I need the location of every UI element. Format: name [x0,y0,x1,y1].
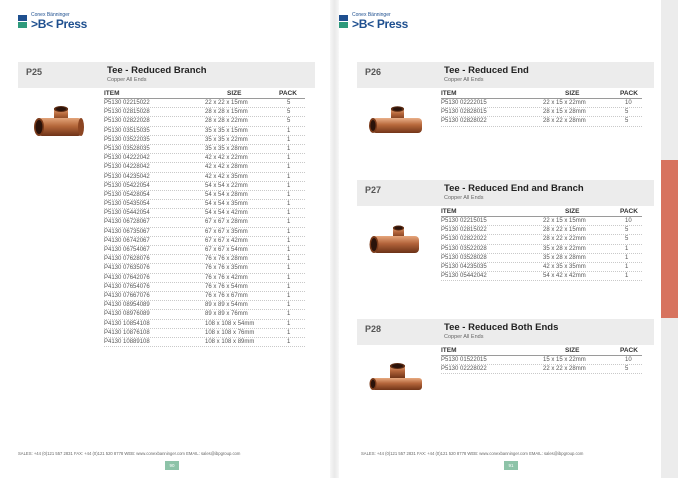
section-p26 [357,62,654,88]
col-size-header: SIZE [565,90,580,97]
table-row [104,127,305,136]
item-pack: 1 [287,274,291,281]
table-row [441,235,642,244]
table-row [441,356,642,365]
section-p28 [357,319,654,345]
item-pack: 1 [287,302,291,309]
section-subtitle: Copper All Ends [444,334,484,340]
brand-subtitle: Conex Bänninger [31,12,70,18]
item-code: P5130 02822022 [441,236,487,243]
item-size: 22 x 22 x 28mm [543,366,586,373]
tee-reduced-branch-icon [32,104,88,144]
item-size: 35 x 35 x 22mm [205,136,248,143]
item-code: P4130 07635076 [104,265,150,272]
item-code: P5130 02815022 [441,227,487,234]
table-row [441,108,642,117]
section-title: Tee - Reduced End and Branch [444,183,584,194]
item-code: P5130 03522028 [441,245,487,252]
table-row [104,255,305,264]
item-size: 35 x 28 x 22mm [543,245,586,252]
item-code: P5130 05428054 [104,191,150,198]
item-pack: 1 [287,292,291,299]
item-code: P4130 07628076 [104,256,150,263]
section-code: P26 [365,67,382,77]
item-code: P4130 07642076 [104,274,150,281]
item-code: P5130 02815028 [104,109,150,116]
item-pack: 1 [287,145,291,152]
item-size: 67 x 67 x 54mm [205,247,248,253]
table-header [441,345,642,356]
item-code: P5130 02215015 [441,218,487,224]
col-item-header: ITEM [441,347,457,354]
brand-subtitle: Conex Bänninger [352,12,391,18]
table-row [441,254,642,263]
item-size: 54 x 54 x 22mm [205,182,248,189]
item-size: 42 x 42 x 28mm [205,164,248,171]
section-p25 [18,62,315,89]
table-row [104,338,305,347]
item-size: 67 x 67 x 28mm [205,219,248,226]
col-size-header: SIZE [227,90,242,97]
table-header [104,88,305,99]
right-catalog-page [339,0,661,478]
section-title: Tee - Reduced End [444,65,529,76]
item-code: P5130 05442042 [441,273,487,280]
item-pack: 1 [287,136,291,143]
table-row [104,301,305,310]
section-code: P25 [26,67,43,77]
footer-contact: SALES: +44 (0)121 557 2831 FAX: +44 (0)121 520 8778 WEB: www.conexbanninger.com EMAIL: sales@ibpgroup.com [18,451,241,456]
tee-reduced-end-icon [369,104,425,140]
table-row [104,154,305,163]
item-code: P5130 02215022 [104,100,150,106]
item-size: 76 x 76 x 28mm [205,256,248,263]
table-row [104,218,305,227]
brand-logo [339,12,408,30]
col-pack-header: PACK [279,90,297,97]
section-code: P27 [365,185,382,195]
table-row [104,163,305,172]
item-pack: 5 [287,100,291,106]
footer-contact: SALES: +44 (0)121 557 2831 FAX: +44 (0)121 520 8778 WEB: www.conexbanninger.com EMAIL: sales@ibpgroup.com [361,451,584,456]
item-pack: 5 [287,118,291,125]
col-size-header: SIZE [565,347,580,354]
table-row [104,310,305,319]
table-row [104,283,305,292]
item-pack: 1 [287,201,291,208]
item-size: 76 x 76 x 42mm [205,274,248,281]
item-pack: 1 [287,191,291,198]
left-catalog-page [0,0,330,478]
item-pack: 1 [287,228,291,235]
item-size: 28 x 15 x 28mm [543,109,586,116]
section-subtitle: Copper All Ends [444,77,484,83]
col-item-header: ITEM [441,90,457,97]
item-code: P5130 02222015 [441,100,487,106]
item-code: P4130 07654076 [104,283,150,290]
item-size: 42 x 42 x 35mm [205,173,248,180]
item-code: P5130 02828015 [441,109,487,116]
item-code: P5130 02228022 [441,366,487,373]
brand-name: >B< Press [31,17,88,31]
item-size: 28 x 22 x 28mm [543,118,586,125]
item-pack: 1 [287,283,291,290]
item-size: 22 x 15 x 22mm [543,100,586,106]
table-row [104,228,305,237]
item-pack: 1 [287,338,291,345]
table-row [441,272,642,281]
table-row [441,365,642,374]
item-size: 42 x 35 x 35mm [543,263,586,270]
table-row [104,292,305,301]
item-code: P4130 10876108 [104,329,150,336]
item-pack: 10 [625,218,632,224]
item-pack: 5 [625,236,629,243]
table-row [104,274,305,283]
item-pack: 1 [625,273,629,280]
item-code: P4130 10889108 [104,338,150,345]
item-pack: 5 [625,109,629,116]
item-pack: 1 [287,155,291,162]
brand-logo [18,12,87,30]
item-pack: 1 [287,247,291,253]
section-subtitle: Copper All Ends [107,77,147,83]
item-pack: 1 [287,173,291,180]
section-code: P28 [365,324,382,334]
tee-reduced-end-and-branch-icon [369,222,425,260]
table-row [441,226,642,235]
item-pack: 1 [287,256,291,263]
item-size: 42 x 42 x 22mm [205,155,248,162]
brand-name: >B< Press [352,17,409,31]
col-item-header: ITEM [104,90,120,97]
item-pack: 1 [625,254,629,261]
table-row [104,237,305,246]
table-row [104,246,305,255]
tee-reduced-both-ends-icon [369,362,425,398]
item-size: 35 x 35 x 28mm [205,145,248,152]
item-size: 28 x 22 x 15mm [543,227,586,234]
item-pack: 5 [625,366,629,373]
product-table-p26 [441,88,642,127]
table-row [104,200,305,209]
table-header [441,88,642,99]
col-pack-header: PACK [620,208,638,215]
col-pack-header: PACK [620,90,638,97]
item-size: 28 x 28 x 15mm [205,109,248,116]
item-pack: 1 [287,219,291,226]
item-code: P5130 05422054 [104,182,150,189]
item-size: 76 x 76 x 35mm [205,265,248,272]
item-code: P4130 06735067 [104,228,150,235]
item-code: P5130 04235042 [104,173,150,180]
table-row [441,217,642,226]
section-subtitle: Copper All Ends [444,195,484,201]
item-pack: 5 [625,227,629,234]
item-code: P5130 04235035 [441,263,487,270]
item-size: 76 x 76 x 67mm [205,292,248,299]
item-pack: 1 [287,320,291,327]
item-code: P5130 04222042 [104,155,150,162]
section-title: Tee - Reduced Both Ends [444,322,559,333]
logo-icon [18,15,27,28]
item-pack: 5 [625,118,629,125]
item-code: P4130 07667076 [104,292,150,299]
item-size: 54 x 54 x 42mm [205,210,248,217]
item-pack: 1 [287,127,291,134]
item-size: 108 x 108 x 54mm [205,320,255,327]
item-code: P5130 03515035 [104,127,150,134]
table-row [104,320,305,329]
table-row [104,136,305,145]
table-row [104,108,305,117]
item-pack: 1 [287,164,291,171]
item-size: 76 x 76 x 54mm [205,283,248,290]
item-code: P5130 02822028 [104,118,150,125]
item-size: 89 x 89 x 54mm [205,302,248,309]
item-code: P4130 06754067 [104,247,150,253]
item-code: P5130 05442054 [104,210,150,217]
product-table-p27 [441,206,642,281]
item-code: P5130 04228042 [104,164,150,171]
table-row [104,145,305,154]
item-code: P5130 02828022 [441,118,487,125]
table-row [441,117,642,126]
item-size: 54 x 54 x 35mm [205,201,248,208]
table-row [104,191,305,200]
item-size: 108 x 108 x 89mm [205,338,255,345]
item-size: 28 x 28 x 22mm [205,118,248,125]
item-pack: 1 [287,237,291,244]
item-pack: 1 [625,245,629,252]
col-pack-header: PACK [620,347,638,354]
item-size: 35 x 28 x 28mm [543,254,586,261]
section-title: Tee - Reduced Branch [107,65,207,76]
col-item-header: ITEM [441,208,457,215]
product-table-p25 [104,88,305,347]
item-pack: 10 [625,100,632,106]
table-row [104,117,305,126]
item-code: P4130 10854108 [104,320,150,327]
item-pack: 1 [287,210,291,217]
item-code: P4130 08976089 [104,311,150,318]
logo-icon [339,15,348,28]
item-code: P5130 05435054 [104,201,150,208]
table-header [441,206,642,217]
item-pack: 1 [287,329,291,336]
table-row [441,245,642,254]
table-row [441,99,642,108]
product-table-p28 [441,345,642,374]
item-size: 28 x 22 x 22mm [543,236,586,243]
item-code: P5130 03522035 [104,136,150,143]
table-row [104,329,305,338]
table-row [104,99,305,108]
table-row [441,263,642,272]
item-code: P5130 03528028 [441,254,487,261]
item-pack: 1 [287,265,291,272]
item-size: 89 x 89 x 76mm [205,311,248,318]
item-size: 67 x 67 x 42mm [205,237,248,244]
item-pack: 1 [287,182,291,189]
item-code: P4130 06742067 [104,237,150,244]
item-pack: 1 [287,311,291,318]
table-row [104,209,305,218]
section-p27 [357,180,654,206]
item-size: 54 x 54 x 28mm [205,191,248,198]
section-side-tab[interactable] [661,160,678,318]
item-size: 22 x 15 x 15mm [543,218,586,224]
item-size: 108 x 108 x 76mm [205,329,255,336]
item-pack: 5 [287,109,291,116]
page-number: 90 [165,461,179,470]
item-code: P5130 01522015 [441,357,487,363]
table-row [104,173,305,182]
table-row [104,182,305,191]
item-code: P4130 06728067 [104,219,150,226]
item-code: P4130 08954089 [104,302,150,309]
item-size: 35 x 35 x 15mm [205,127,248,134]
item-code: P5130 03528035 [104,145,150,152]
item-size: 15 x 15 x 22mm [543,357,586,363]
item-size: 67 x 67 x 35mm [205,228,248,235]
item-size: 22 x 22 x 15mm [205,100,248,106]
page-number: 91 [504,461,518,470]
item-pack: 1 [625,263,629,270]
page-gutter [330,0,339,478]
table-row [104,264,305,273]
item-pack: 10 [625,357,632,363]
item-size: 54 x 42 x 42mm [543,273,586,280]
col-size-header: SIZE [565,208,580,215]
